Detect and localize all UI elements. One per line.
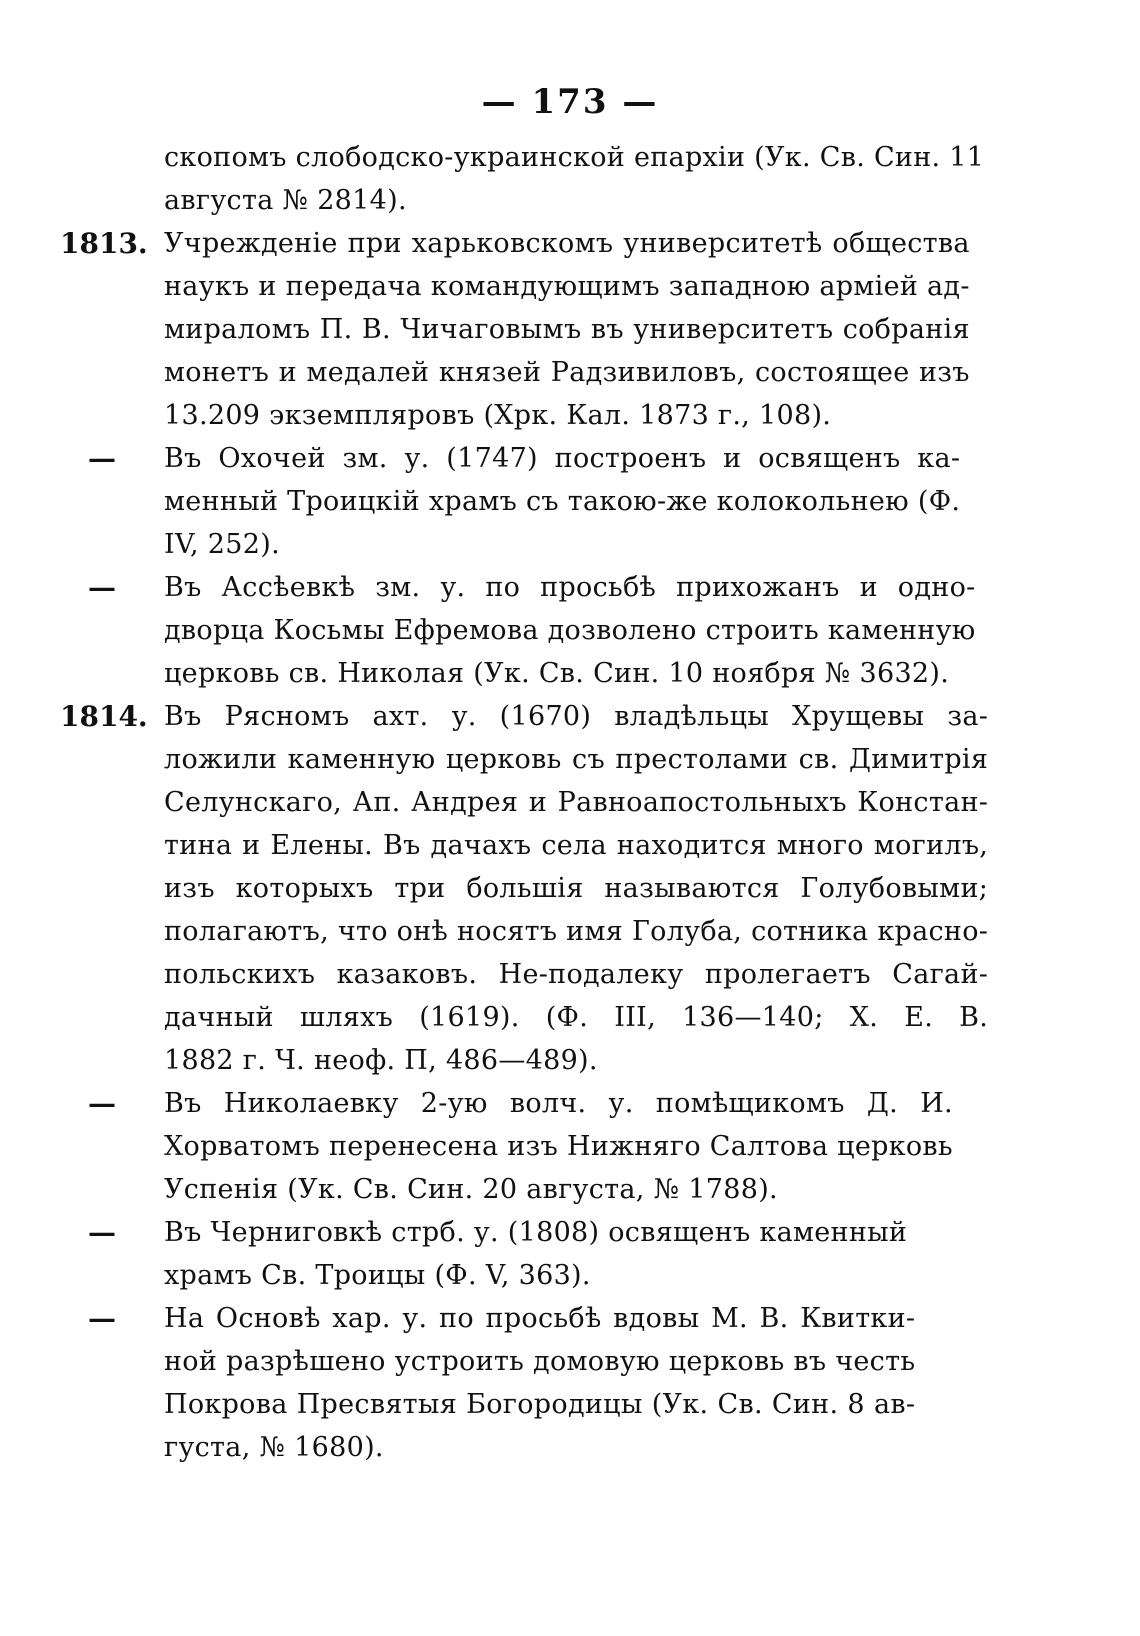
text-line: дворца Косьмы Ефремова дозволено строить каменную [164, 615, 976, 646]
text-line: ной разрѣшено устроить домовую церковь въ честь [164, 1346, 916, 1377]
entry-dash: — [88, 1302, 116, 1335]
text-line: наукъ и передача командующимъ западною арміей ад- [164, 271, 970, 302]
page-number: — 173 — [481, 82, 659, 122]
entry-continuation [60, 136, 985, 222]
text-line: На Основѣ хар. у. по просьбѣ вдовы М. В. Квитки- [164, 1303, 916, 1334]
text-line: густа, № 1680). [164, 1432, 384, 1463]
text-line: скопомъ слободско-украинской епархіи (Ук. Св. Син. 11 [164, 142, 985, 173]
text-line: изъ которыхъ три большія называются Голубовыми; [164, 873, 989, 904]
entry-1813-university [60, 222, 970, 437]
text-line: Въ Рясномъ ахт. у. (1670) владѣльцы Хрущевы за- [164, 701, 989, 732]
text-line: мираломъ П. В. Чичаговымъ въ университетъ собранія [164, 314, 970, 345]
entry-asseevka [60, 566, 976, 695]
text-line: храмъ Св. Троицы (Ф. V, 363). [164, 1260, 591, 1291]
entry-year: 1813. [60, 227, 148, 260]
text-line: ложили каменную церковь съ престолами св. Димитрія [164, 744, 989, 775]
entry-dash: — [88, 1216, 116, 1249]
text-line: польскихъ казаковъ. Не-подалеку пролегаетъ Сагай- [164, 959, 989, 990]
text-line: церковь св. Николая (Ук. Св. Син. 10 ноября № 3632). [164, 658, 950, 689]
entry-text [164, 222, 970, 437]
text-line: монетъ и медалей князей Радзивиловъ, состоящее изъ [164, 357, 970, 388]
text-line: полагаютъ, что онѣ носятъ имя Голуба, сотника красно- [164, 916, 989, 947]
entry-okhochei [60, 437, 961, 566]
entry-text [164, 136, 984, 222]
text-line: Покрова Пресвятыя Богородицы (Ук. Св. Син. 8 ав- [164, 1389, 916, 1420]
entry-text [164, 566, 976, 695]
text-line: 1882 г. Ч. неоф. П, 486—489). [164, 1045, 598, 1076]
text-line: IV, 252). [164, 529, 280, 560]
entry-text [164, 1082, 953, 1211]
text-line: Въ Ассѣевкѣ зм. у. по просьбѣ прихожанъ и одно- [164, 572, 976, 603]
text-line: Учрежденіе при харьковскомъ университетѣ общества [164, 228, 970, 259]
entry-nikolaevka [60, 1082, 953, 1211]
text-line: августа № 2814). [164, 185, 407, 216]
chronicle-entries [60, 136, 989, 1469]
entry-text [164, 695, 988, 1082]
entry-1814-riasnoe [60, 695, 989, 1082]
text-line: Въ Николаевку 2-ую волч. у. помѣщикомъ Д. И. [164, 1088, 953, 1119]
entry-dash: — [88, 1087, 116, 1120]
entry-text [164, 1297, 915, 1469]
text-line: Селунскаго, Ап. Андрея и Равноапостольныхъ Констан- [164, 787, 989, 818]
text-line: 13.209 экземпляровъ (Хрк. Кал. 1873 г., 108). [164, 400, 832, 431]
entry-dash: — [88, 571, 116, 604]
text-line: Хорватомъ перенесена изъ Нижняго Салтова церковь [164, 1131, 953, 1162]
entry-text [164, 1211, 907, 1297]
text-line: Въ Черниговкѣ стрб. у. (1808) освященъ каменный [164, 1217, 908, 1248]
entry-chernigovka [60, 1211, 908, 1297]
text-line: Въ Охочей зм. у. (1747) построенъ и освященъ ка- [164, 443, 961, 474]
entry-text [164, 437, 960, 566]
entry-dash: — [88, 442, 116, 475]
text-line: менный Троицкій храмъ съ такою-же колокольнею (Ф. [164, 486, 961, 517]
text-line: Успенія (Ук. Св. Син. 20 августа, № 1788). [164, 1174, 778, 1205]
text-line: дачный шляхъ (1619). (Ф. III, 136—140; Х. Е. В. [164, 1002, 989, 1033]
entry-osnova [60, 1297, 916, 1469]
text-line: тина и Елены. Въ дачахъ села находится много могилъ, [164, 830, 989, 861]
entry-year: 1814. [60, 700, 148, 733]
